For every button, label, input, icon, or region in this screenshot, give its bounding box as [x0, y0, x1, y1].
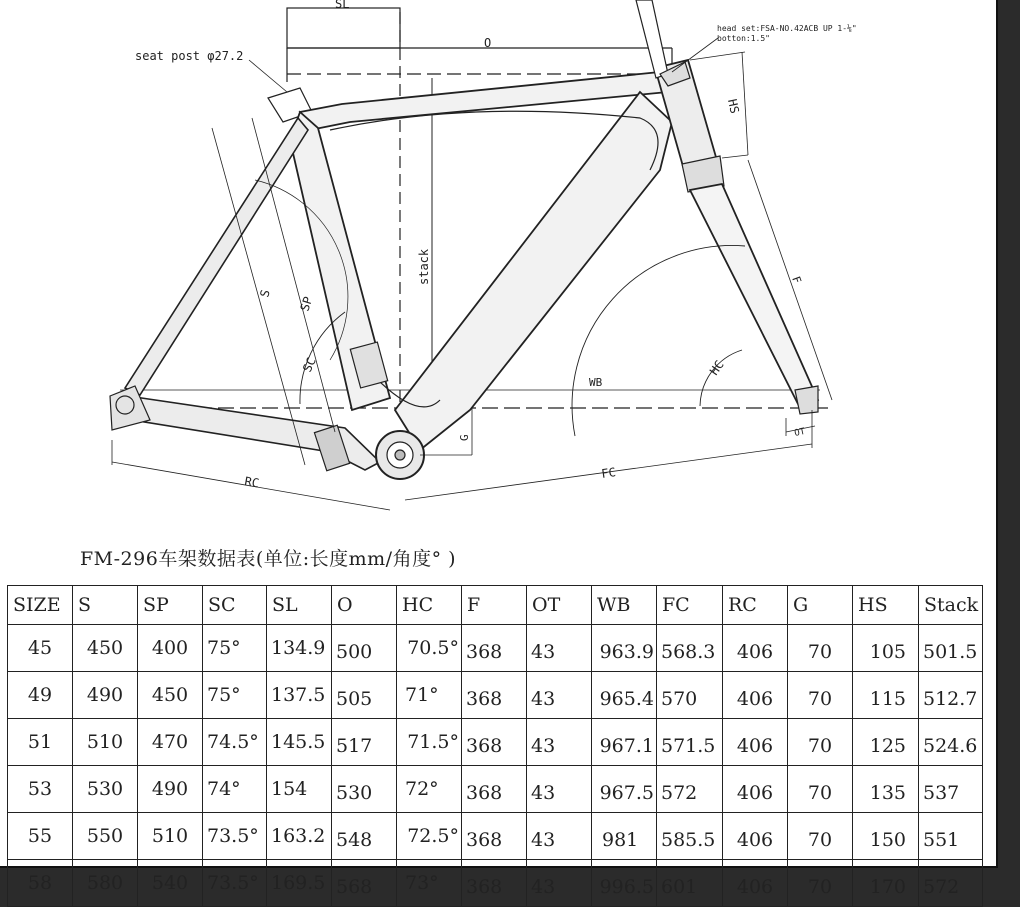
cell-hc: 72.5° [397, 813, 462, 860]
cell-o: 505 [332, 672, 397, 719]
header-sp: SP [138, 586, 203, 625]
cell-sl: 169.5 [267, 860, 332, 907]
header-f: F [462, 586, 527, 625]
sl-dimension-box [287, 8, 400, 48]
table-row [8, 766, 983, 813]
header-g: G [788, 586, 853, 625]
table-row [8, 672, 983, 719]
cell-stack: 512.7 [919, 672, 983, 719]
cell-sc: 75° [203, 672, 267, 719]
header-o: O [332, 586, 397, 625]
cell-o: 548 [332, 813, 397, 860]
cell-hc: 71° [397, 672, 462, 719]
cell-sc: 75° [203, 625, 267, 672]
cell-s: 490 [73, 672, 138, 719]
header-stack: Stack [919, 586, 983, 625]
cell-wb: 963.9 [592, 625, 657, 672]
cell-size: 53 [8, 766, 73, 813]
rc-label: RC [243, 474, 261, 491]
cell-sp: 400 [138, 625, 203, 672]
cell-o: 568 [332, 860, 397, 907]
header-fc: FC [657, 586, 723, 625]
cell-g: 70 [788, 719, 853, 766]
cell-s: 580 [73, 860, 138, 907]
cell-hc: 73° [397, 860, 462, 907]
cell-s: 550 [73, 813, 138, 860]
cell-wb: 967.5 [592, 766, 657, 813]
cell-rc: 406 [723, 813, 788, 860]
sl-label: SL [335, 0, 350, 11]
cell-s: 450 [73, 625, 138, 672]
table-row [8, 860, 983, 907]
cell-stack: 551 [919, 813, 983, 860]
hs-label: HS [725, 97, 742, 115]
cell-hs: 150 [853, 813, 919, 860]
s-label: S [257, 288, 273, 299]
cell-ot: 43 [527, 625, 592, 672]
geometry-table [7, 585, 983, 907]
headset-bottom-label: botton:1.5" [717, 34, 770, 43]
cell-rc: 406 [723, 860, 788, 907]
table-row [8, 719, 983, 766]
cell-hs: 115 [853, 672, 919, 719]
cell-sl: 154 [267, 766, 332, 813]
cell-f: 368 [462, 625, 527, 672]
cell-size: 51 [8, 719, 73, 766]
hc-label: HC [706, 357, 727, 378]
cell-hc: 72° [397, 766, 462, 813]
cell-g: 70 [788, 766, 853, 813]
cell-sc: 73.5° [203, 860, 267, 907]
header-hc: HC [397, 586, 462, 625]
header-hs: HS [853, 586, 919, 625]
cell-fc: 572 [657, 766, 723, 813]
cell-rc: 406 [723, 625, 788, 672]
seat-post-label: seat post φ27.2 [135, 49, 244, 63]
table-header-row [8, 586, 983, 625]
headset-spec-label: head set:FSA-NO.42ACB UP 1-⅛" [717, 24, 857, 33]
cell-size: 45 [8, 625, 73, 672]
cell-sp: 510 [138, 813, 203, 860]
cell-f: 368 [462, 672, 527, 719]
cell-sp: 540 [138, 860, 203, 907]
cell-stack: 524.6 [919, 719, 983, 766]
cell-stack: 501.5 [919, 625, 983, 672]
g-label: G [458, 434, 471, 441]
stack-label: stack [417, 248, 431, 285]
cell-sl: 163.2 [267, 813, 332, 860]
cell-ot: 43 [527, 860, 592, 907]
o-label: O [484, 36, 492, 50]
cell-g: 70 [788, 813, 853, 860]
f-label: F [789, 274, 804, 286]
ot-label: OT [793, 426, 807, 439]
cell-hs: 170 [853, 860, 919, 907]
cell-fc: 571.5 [657, 719, 723, 766]
cell-hs: 105 [853, 625, 919, 672]
header-sc: SC [203, 586, 267, 625]
header-s: S [73, 586, 138, 625]
cell-stack: 572 [919, 860, 983, 907]
cell-fc: 568.3 [657, 625, 723, 672]
cell-sl: 145.5 [267, 719, 332, 766]
cell-o: 517 [332, 719, 397, 766]
cell-f: 368 [462, 813, 527, 860]
table-row [8, 625, 983, 672]
cell-o: 530 [332, 766, 397, 813]
wb-label: WB [589, 376, 603, 389]
cell-ot: 43 [527, 813, 592, 860]
cell-fc: 585.5 [657, 813, 723, 860]
cell-sp: 450 [138, 672, 203, 719]
header-wb: WB [592, 586, 657, 625]
cell-ot: 43 [527, 719, 592, 766]
cell-wb: 967.1 [592, 719, 657, 766]
cell-s: 530 [73, 766, 138, 813]
cell-g: 70 [788, 672, 853, 719]
cell-f: 368 [462, 766, 527, 813]
header-ot: OT [527, 586, 592, 625]
cell-fc: 570 [657, 672, 723, 719]
cell-g: 70 [788, 625, 853, 672]
cell-g: 70 [788, 860, 853, 907]
cell-wb: 965.4 [592, 672, 657, 719]
cell-rc: 406 [723, 719, 788, 766]
table-caption: FM-296车架数据表(单位:长度mm/角度° ) [80, 548, 457, 570]
cell-ot: 43 [527, 672, 592, 719]
cell-hs: 125 [853, 719, 919, 766]
cell-rc: 406 [723, 766, 788, 813]
cell-fc: 601 [657, 860, 723, 907]
cell-sc: 74.5° [203, 719, 267, 766]
cell-stack: 537 [919, 766, 983, 813]
cell-o: 500 [332, 625, 397, 672]
table-row [8, 813, 983, 860]
cell-size: 49 [8, 672, 73, 719]
cell-f: 368 [462, 719, 527, 766]
cell-size: 58 [8, 860, 73, 907]
cell-rc: 406 [723, 672, 788, 719]
cell-sp: 470 [138, 719, 203, 766]
header-rc: RC [723, 586, 788, 625]
cell-size: 55 [8, 813, 73, 860]
cell-f: 368 [462, 860, 527, 907]
cell-sl: 137.5 [267, 672, 332, 719]
cell-sp: 490 [138, 766, 203, 813]
cell-sl: 134.9 [267, 625, 332, 672]
sp-label: SP [297, 294, 316, 313]
cell-hc: 71.5° [397, 719, 462, 766]
fc-label: FC [600, 465, 617, 481]
header-size: SIZE [8, 586, 73, 625]
sc-label: SC [300, 355, 319, 375]
cell-wb: 981 [592, 813, 657, 860]
cell-hc: 70.5° [397, 625, 462, 672]
cell-s: 510 [73, 719, 138, 766]
cell-sc: 74° [203, 766, 267, 813]
cell-wb: 996.5 [592, 860, 657, 907]
cell-sc: 73.5° [203, 813, 267, 860]
header-sl: SL [267, 586, 332, 625]
cell-ot: 43 [527, 766, 592, 813]
cell-hs: 135 [853, 766, 919, 813]
